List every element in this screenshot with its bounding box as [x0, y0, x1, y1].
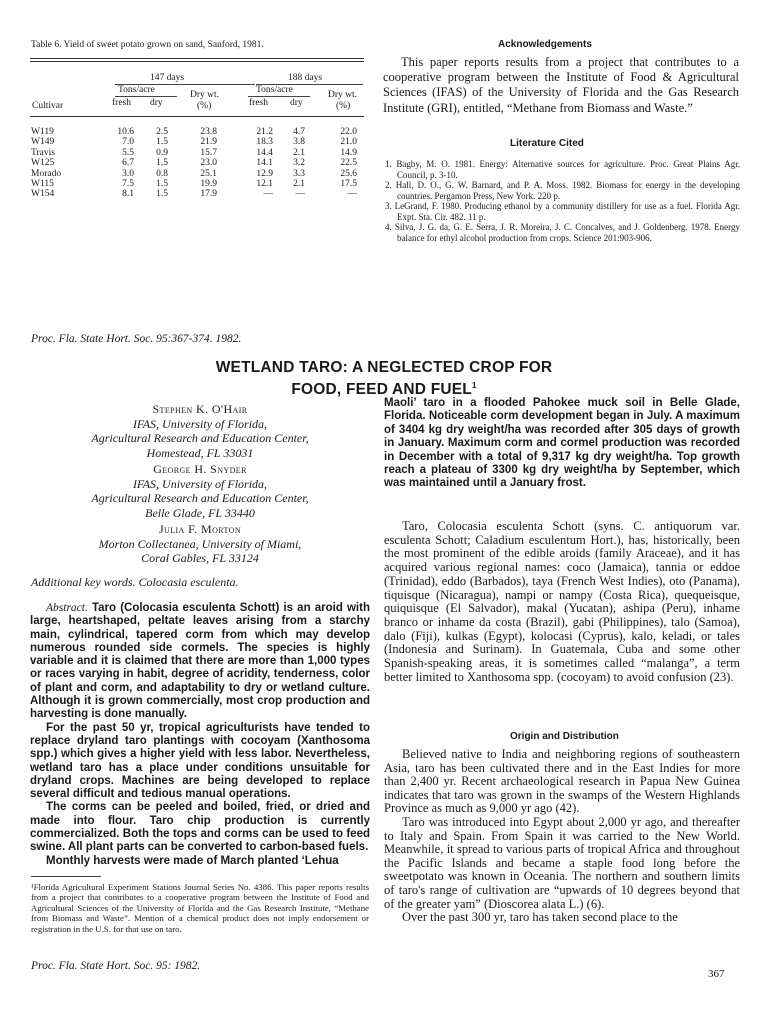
table-cell: 1.5 [156, 189, 168, 200]
table-cell: 25.6 [340, 168, 357, 179]
table-cell: 1.5 [156, 137, 168, 148]
author-block-1 [30, 402, 370, 460]
reference-item: 1. Bagby, M. O. 1981. Energy: Alternative sources for agriculture. Proc. Great Plains Agr. Council, p. 3-10. [385, 159, 740, 180]
header-dry-188: dry [290, 98, 303, 108]
fresh-188-column [247, 127, 273, 200]
table-cell: 18.3 [256, 137, 273, 148]
header-dry-wt-188: Dry wt. [328, 90, 358, 100]
title-line-2-text: FOOD, FEED AND FUEL [291, 381, 472, 399]
table-cell: Morado [31, 168, 62, 179]
author-block-2 [30, 462, 370, 520]
table-cell: 14.4 [256, 147, 273, 158]
table-cell: 22.5 [340, 158, 357, 169]
table-cell: 14.1 [256, 158, 273, 169]
author-affiliation: Agricultural Research and Education Center, [91, 491, 309, 505]
origin-distribution-heading: Origin and Distribution [510, 731, 619, 742]
additional-key-words: Additional key words. Colocasia esculenta. [31, 575, 239, 589]
table-cell: W125 [31, 158, 55, 169]
origin-body [384, 748, 740, 925]
header-fresh-147: fresh [112, 98, 131, 108]
table-cell: — [347, 189, 357, 200]
table-cell: 15.7 [200, 147, 217, 158]
title-line-2 [150, 377, 618, 399]
author-affiliation: IFAS, University of Florida, [132, 476, 268, 491]
dry-147-column [148, 127, 168, 200]
tons-acre-147-rule [115, 96, 177, 97]
table-cell: 23.8 [200, 127, 217, 137]
body-paragraph: Taro was introduced into Egypt about 2,000 yr ago, and thereafter to Italy and Spain. From Spain it was carried to the New World. Meanwhile, it spread to various parts of tropical Africa and throughout the Pacific Islands and became a staple food long before the sweetpotato was known in Oceania. The northern and southern limits of taro's range of cultivation are “upwards of 10 degrees beyond that of the greater yam” (Dioscorea alata L.) (6). [384, 814, 740, 911]
footer-citation: Proc. Fla. State Hort. Soc. 95: 1982. [31, 960, 201, 972]
table-cell: 2.1 [293, 147, 305, 158]
table-cell: 3.8 [293, 137, 305, 148]
table-cell: 17.5 [340, 179, 357, 190]
journal-citation: Proc. Fla. State Hort. Soc. 95:367-374. 1982. [31, 333, 242, 345]
header-147-days: 147 days [150, 73, 185, 83]
table-cell: 3.3 [293, 168, 305, 179]
dry-188-column [285, 127, 305, 200]
table-cell: 3.0 [122, 168, 134, 179]
footnote-rule [31, 876, 101, 877]
table-top-rule [30, 58, 364, 59]
abstract-paragraph: The corms can be peeled and boiled, fried, or dried and made into flour. Taro chip production is currently commercialized. Both the tops and corms can be used to feed swine. All plant parts can be converted to carbon-based fuels. [30, 801, 370, 854]
table-cell: 10.6 [117, 127, 134, 137]
table-cell: 3.2 [293, 158, 305, 169]
reference-item: 4. Silva, J. G. da, G. E. Serra, J. R. Moreira, J. C. Concalves, and J. Goldenberg. 1978. Energy balance for ethyl alcohol production from crops. Science 201:903-906. [385, 222, 740, 243]
footnote-marker: 1 [471, 381, 477, 390]
table-cell: W119 [31, 127, 54, 137]
table-cell: 5.5 [122, 147, 134, 158]
drywt-147-column [191, 127, 217, 200]
header-pct-188: (%) [336, 101, 351, 111]
header-dry-wt-147: Dry wt. [190, 90, 220, 100]
body-paragraph: Over the past 300 yr, taro has taken second place to the [402, 910, 678, 925]
author-affiliation: Belle Glade, FL 33440 [145, 505, 255, 520]
table-cell: — [295, 189, 305, 200]
literature-cited-heading: Literature Cited [510, 138, 584, 149]
article-title [150, 359, 618, 399]
header-tons-acre-188: Tons/acre [256, 85, 293, 95]
table-cell: 12.1 [256, 179, 273, 190]
table-top-rule-2 [30, 61, 364, 62]
acknowledgements-body: This paper reports results from a project that contributes to a cooperative program between the Institute of Food & Agricultural Sciences (IFAS) of the University of Florida and the Gas Research Institute (GRI), entitled, “Methane from Biomass and Waste.” [383, 55, 739, 115]
author-name: Stephen K. O'Hair [152, 402, 248, 416]
table-cell: 12.9 [256, 168, 273, 179]
table-cell: 0.9 [156, 147, 168, 158]
acknowledgements-heading: Acknowledgements [498, 39, 592, 50]
author-affiliation: Morton Collectanea, University of Miami, [98, 536, 302, 551]
abstract-continued: Maoli’ taro in a flooded Pahokee muck soil in Belle Glade, Florida. Noticeable corm development began in July. A maximum of 3404 kg dry weight/ha was recorded after 305 days of growth in January. Maximum corm and cormel production was recorded in December with a total of 9,317 kg dry weight/ha. Top growth reach a plateau of 3300 kg dry weight/ha by September, which was maintained until a January frost. [384, 397, 740, 490]
reference-item: 2. Hall, D. O., G. W. Barnard, and P. A. Moss. 1982. Biomass for energy in the developing countries. Pergamon Press, New York. 220 p. [385, 180, 740, 201]
author-affiliation: Homestead, FL 33031 [146, 445, 254, 460]
table-cell: 17.9 [200, 189, 217, 200]
table-cell: 19.9 [200, 179, 217, 190]
header-188-days: 188 days [288, 73, 323, 83]
table-caption: Table 6. Yield of sweet potato grown on sand, Sanford, 1981. [31, 40, 264, 50]
abstract-lead: Abstract. [46, 602, 88, 614]
header-cultivar: Cultivar [32, 101, 64, 111]
body-paragraph: Believed native to India and neighboring regions of southeastern Asia, taro has been cultivated there and in the East Indies for more than 2,400 yr. Recent archaeological research in Papua New Guinea indicates that taro was grown in the swamps of the Western Highlands Province as much as 9,000 yr ago (42). [384, 747, 740, 816]
table-cell: W115 [31, 179, 54, 190]
table-cell: W154 [31, 189, 55, 200]
table-cell: 6.7 [122, 158, 134, 169]
footnote: ¹Florida Agricultural Experiment Stations Journal Series No. 4386. This paper reports results from a project that contributes to a cooperative program between the Institute of Food and Agricultural Sciences of the University of Florida and the Gas Research Institute, “Methane from Biomass and Waste”. Mention of a chemical product does not imply endorsement or registration in the U.S. for that use on taro. [31, 882, 369, 934]
reference-list [385, 159, 740, 243]
cultivar-column [31, 127, 61, 200]
table-cell: 25.1 [200, 168, 217, 179]
author-name: Julia F. Morton [158, 522, 242, 536]
table-cell: 2.5 [156, 127, 168, 137]
page-number: 367 [708, 968, 725, 980]
table-cell: 14.9 [340, 147, 357, 158]
drywt-188-column [331, 127, 357, 200]
author-name: George H. Snyder [153, 462, 247, 476]
table-cell: 2.1 [293, 179, 305, 190]
table-cell: 8.1 [122, 189, 134, 200]
header-fresh-188: fresh [249, 98, 268, 108]
table-cell: 0.8 [156, 168, 168, 179]
table-cell: — [263, 189, 273, 200]
header-dry-147: dry [150, 98, 163, 108]
abstract-paragraph [30, 602, 370, 722]
author-affiliation: Coral Gables, FL 33124 [141, 551, 259, 565]
fresh-147-column [108, 127, 134, 200]
table-cell: 21.9 [200, 137, 217, 148]
table-cell: 1.5 [156, 158, 168, 169]
title-line-1: WETLAND TARO: A NEGLECTED CROP FOR [215, 359, 553, 376]
table-cell: Travis [31, 147, 55, 158]
table-cell: W149 [31, 137, 55, 148]
table-cell: 21.0 [340, 137, 357, 148]
header-pct-147: (%) [197, 101, 212, 111]
tons-acre-188-rule [248, 96, 310, 97]
abstract-paragraph: Monthly harvests were made of March planted ‘Lehua [46, 854, 339, 867]
table-cell: 21.2 [256, 127, 273, 137]
abstract-paragraph: For the past 50 yr, tropical agriculturists have tended to replace dryland taro plantings with cocoyam (Xanthosoma spp.) which gives a higher yield with less labor. Nevertheless, wetland taro has a place under conditions unsuitable for dryland crops. Machines are being developed to replace several difficult and tedious manual operations. [30, 721, 370, 801]
table-cell: 23.0 [200, 158, 217, 169]
abstract-text: Taro (Colocasia esculenta Schott) is an aroid with large, heartshaped, peltate leaves arising from a starchy main, cylindrical, tapered corm from which may develop numerous rounded side cormels. The species is highly variable and it is claimed that there are more than 1,000 types or races varying in habit, degree of acridity, tenderness, color of plant and corm, and adaptability to dry or wetland culture. Although it is grown commercially, most crop production and harvesting is done manually. [30, 602, 370, 721]
abstract [30, 602, 370, 868]
table-cell: 1.5 [156, 179, 168, 190]
table-cell: 7.5 [122, 179, 134, 190]
author-affiliation: IFAS, University of Florida, [132, 416, 268, 431]
author-block-3 [30, 522, 370, 566]
intro-paragraph: Taro, Colocasia esculenta Schott (syns. C. antiquorum var. esculenta Schott; Caladium esculentum Hort.), has, historically, been the most prominent of the edible aroids (family Araceae), and it has acquired various regional names: coco (Jamaica), tannia or eddoe (Trinidad), eddo (Barbados), taya (French West Indies), oto (Panama), tiquisque (Nicaragua), nampi or nampy (Costa Rica), quequeisque, quiquisque (El Salvador), makal (Yucatan), ashipa (Peru), inhame branco or inhame da costa (Brazil), gabi (Philippines), talo (Samoa), dalo (Fiji), kulkas (Egypt), kolocasi (Cyprus), kalo, keladi, or tales (Indonesia and Surinam). In Guatemala, Cuba and some other Spanish-speaking areas, it is sometimes called “malanga”, a term better limited to Xanthosoma spp. (cocoyam) to avoid confusion (23). [384, 519, 740, 684]
table-header-rule [30, 116, 364, 117]
table-cell: 4.7 [293, 127, 305, 137]
table-cell: 22.0 [340, 127, 357, 137]
table-cell: 7.0 [122, 137, 134, 148]
reference-item: 3. LeGrand, F. 1980. Producing ethanol by a community distillery for use as a fuel. Florida Agr. Expt. Sta. Cir. 482. 11 p. [385, 201, 740, 222]
header-tons-acre-147: Tons/acre [118, 85, 155, 95]
author-affiliation: Agricultural Research and Education Center, [91, 431, 309, 445]
